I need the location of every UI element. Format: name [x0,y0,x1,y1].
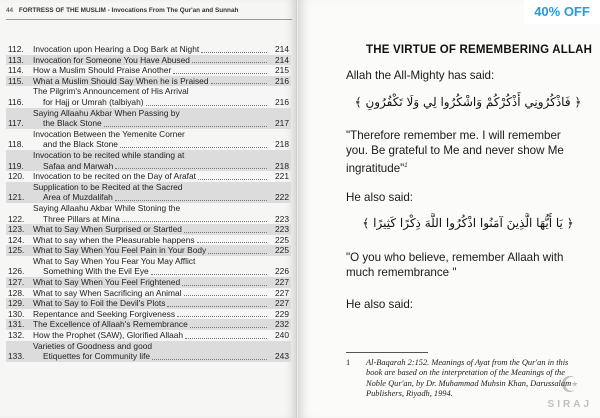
toc-entry [6,298,291,309]
toc-entry-number: 125. [8,245,25,256]
toc-entry-title [33,235,269,246]
discount-badge: 40% OFF [524,0,600,24]
toc-entry-number: 120. [8,171,25,182]
toc-leader-dots [184,295,268,296]
toc-entry-line: Area of Muzdalifah [43,192,113,203]
toc-entry [6,129,291,150]
toc-entry [6,245,291,256]
toc-entry [6,44,291,55]
toc-entry-line: and the Black Stone [43,139,118,150]
toc-entry-page: 223 [275,224,289,235]
toc-entry-line: What to Say When Surprised or Startled [33,224,182,235]
arabic-verse-1: ﴿ فَاذْكُرُونِي أَذْكُرْكُمْ وَاشْكُرُوا لِي وَلَا تَكْفُرُونِ ﴾ [354,95,582,109]
toc-entry [6,330,291,341]
toc-entry [6,224,291,235]
toc-entry-page: 227 [275,298,289,309]
toc-entry-line: Saying Allaahu Akbar When Passing by [33,107,180,118]
toc-entry-title [33,309,269,320]
toc-entry-number: 113. [8,54,24,65]
toc-entry-line: Supplication to be Recited at the Sacred [33,181,183,192]
toc-entry [6,182,291,203]
left-page [0,0,297,418]
toc-entry-number: 128. [8,287,25,298]
toc-entry-line: Repentance and Seeking Forgiveness [33,308,176,319]
toc-entry-number: 118. [8,139,24,150]
toc-entry-number: 131. [8,319,25,330]
toc-entry-number: 126. [8,266,25,277]
table-of-contents [6,44,291,362]
toc-entry-number: 132. [8,330,25,341]
toc-entry [6,55,291,66]
toc-leader-dots [120,147,267,148]
lamp-icon: ☪ [559,372,580,397]
toc-entry [6,150,291,171]
quote-1-text: "Therefore remember me. I will remember you. Be grateful to Me and never show Me ingratitude" [346,129,564,175]
toc-entry-line: the Black Stone [43,118,102,129]
toc-entry-page: 229 [275,308,289,319]
toc-entry-number: 119. [8,160,24,171]
toc-entry-line: How the Prophet (SAW), Glorified Allaah [33,330,184,341]
toc-leader-dots [146,105,267,106]
header-page-number: 44 [6,7,14,14]
toc-entry-title [33,298,269,309]
toc-leader-dots [201,52,267,53]
header-title: FORTRESS OF THE MUSLIM - Invocations From The Qur'an and Sunnah [18,7,239,14]
toc-entry-line: What to Say When You Feel Pain in Your Body [33,245,207,256]
toc-entry-line: for Hajj or Umrah (talbiyah) [43,96,144,107]
toc-entry-number: 115. [8,75,24,86]
toc-entry-line: Invocation for Someone You Have Abused [33,54,190,65]
toc-entry-line: What to say When Sacrificing an Animal [33,287,182,298]
toc-entry-line: Invocation Between the Yemenite Corner [33,128,185,139]
toc-entry-line: The Pilgrim's Announcement of His Arrival [33,86,189,97]
toc-leader-dots [167,306,267,307]
toc-entry-number: 124. [8,234,25,245]
running-header [6,4,292,20]
toc-entry-page: 216 [275,96,289,107]
toc-entry-number: 123. [8,224,25,235]
toc-entry-number: 117. [8,118,24,129]
toc-entry-title [33,182,269,203]
toc-entry-line: What to say when the Pleasurable happens [33,234,195,245]
toc-entry-line: Invocation upon Hearing a Dog Bark at Night [33,44,200,54]
toc-entry [6,256,291,277]
toc-entry-title [33,150,269,171]
toc-entry-page: 218 [275,160,289,171]
footnote-number: 1 [346,358,351,367]
also-said-2: He also said: [346,298,414,311]
toc-leader-dots [173,73,267,74]
toc-entry [6,108,291,129]
toc-entry-line: Varieties of Goodness and good [33,340,153,351]
toc-leader-dots [182,285,267,286]
toc-entry [6,65,291,76]
also-said-1: He also said: [346,191,414,204]
toc-entry-page: 221 [275,171,289,182]
toc-leader-dots [211,83,268,84]
toc-leader-dots [208,253,267,254]
toc-entry [6,341,291,362]
toc-entry-line: What to Say When You Fear You May Afflict [33,255,196,266]
toc-entry-number: 129. [8,298,25,309]
toc-entry-page: 223 [275,213,289,224]
toc-entry [6,288,291,299]
toc-entry-page: 225 [275,234,289,245]
siraj-watermark [547,372,592,412]
footnote-ref: 1 [404,162,408,169]
toc-entry-number: 127. [8,277,25,288]
toc-entry-title [33,277,269,288]
toc-entry-title [33,44,269,55]
toc-entry [6,235,291,246]
chapter-title: THE VIRTUE OF REMEMBERING ALLAH [366,44,593,56]
toc-entry-page: 243 [275,351,289,362]
toc-leader-dots [198,179,267,180]
toc-entry-line: Invocation to be recited while standing at [33,149,185,160]
toc-leader-dots [185,338,267,339]
toc-leader-dots [184,232,267,233]
toc-entry-title [33,108,269,129]
toc-leader-dots [197,242,267,243]
toc-entry-number: 121. [8,192,25,203]
toc-entry-title [33,224,269,235]
toc-entry-title [33,65,269,76]
toc-entry-number: 114. [8,65,24,76]
right-page [298,0,600,418]
toc-entry-page: 217 [275,118,289,129]
toc-entry-title [33,203,269,224]
toc-leader-dots [115,168,267,169]
toc-leader-dots [192,62,267,63]
toc-entry-title [33,245,269,256]
toc-entry-page: 232 [275,319,289,330]
toc-entry-line: How a Muslim Should Praise Another [33,65,172,76]
watermark-text: SIRAJ [547,399,592,410]
toc-entry-line: Safaa and Marwah [43,160,114,171]
toc-entry-line: Invocation to be recited on the Day of Arafat [33,171,196,182]
toc-entry-number: 122. [8,213,25,224]
toc-entry-line: The Excellence of Allaah's Remembrance [33,319,188,330]
toc-entry-title [33,86,269,107]
toc-entry-title [33,171,269,182]
toc-entry-title [33,256,269,277]
toc-entry [6,171,291,182]
toc-entry-page: 216 [275,75,289,86]
toc-entry-line: Etiquettes for Community life [43,351,151,362]
toc-entry-title [33,319,269,330]
toc-entry-line: Three Pillars at Mina [43,213,120,224]
toc-entry-title [33,288,269,299]
toc-entry [6,203,291,224]
arabic-verse-2: ﴿ يَا أَيُّهَا الَّذِينَ آمَنُوا اذْكُرُوا اللَّهَ ذِكْرًا كَثِيرًا ﴾ [362,216,574,230]
toc-leader-dots [152,359,267,360]
toc-entry-line: Saying Allaahu Akbar While Stoning the [33,202,181,213]
toc-entry-page: 215 [275,65,289,76]
toc-entry-title [33,341,269,362]
toc-entry-page: 214 [275,54,289,65]
toc-leader-dots [115,200,267,201]
toc-entry-page: 227 [275,287,289,298]
toc-entry [6,309,291,320]
toc-entry-number: 116. [8,96,24,107]
toc-entry-title [33,330,269,341]
toc-entry-page: 214 [275,44,289,54]
toc-entry-title [33,76,269,87]
toc-entry-line: What a Muslim Should Say When he is Praised [33,75,209,86]
toc-leader-dots [104,126,267,127]
quote-1 [346,128,584,176]
toc-entry-number: 133. [8,351,25,362]
toc-leader-dots [190,327,267,328]
toc-entry-line: Something With the Evil Eye [43,266,149,277]
toc-entry-page: 227 [275,277,289,288]
toc-entry-line: What to Say to Foil the Devil's Plots [33,298,166,309]
toc-entry [6,86,291,107]
toc-entry-page: 222 [275,192,289,203]
toc-entry [6,319,291,330]
quote-2: "O you who believe, remember Allaah with much remembrance " [346,251,564,280]
toc-entry-number: 130. [8,308,25,319]
toc-entry-title [33,55,269,66]
toc-leader-dots [177,316,267,317]
toc-leader-dots [151,274,267,275]
toc-leader-dots [122,221,267,222]
toc-entry-page: 226 [275,266,289,277]
toc-entry [6,76,291,87]
toc-entry-page: 218 [275,139,289,150]
toc-entry-page: 225 [275,245,289,256]
toc-entry-page: 240 [275,330,289,341]
intro-text: Allah the All-Mighty has said: [346,69,495,82]
toc-entry-number: 112. [8,44,24,54]
toc-entry [6,277,291,288]
footnote-text: Al-Baqarah 2:152. Meanings of Ayat from the Qur'an in this book are based on the interpretation of the Meanings of the Noble Qur'an, by Dr. Muhammad Muhsin Khan, Darussalam Publishers, Riyadh, 1994. [366,358,572,399]
toc-entry-line: What to Say When You Feel Frightened [33,277,181,288]
toc-entry-title [33,129,269,150]
footnote-divider [346,352,428,353]
